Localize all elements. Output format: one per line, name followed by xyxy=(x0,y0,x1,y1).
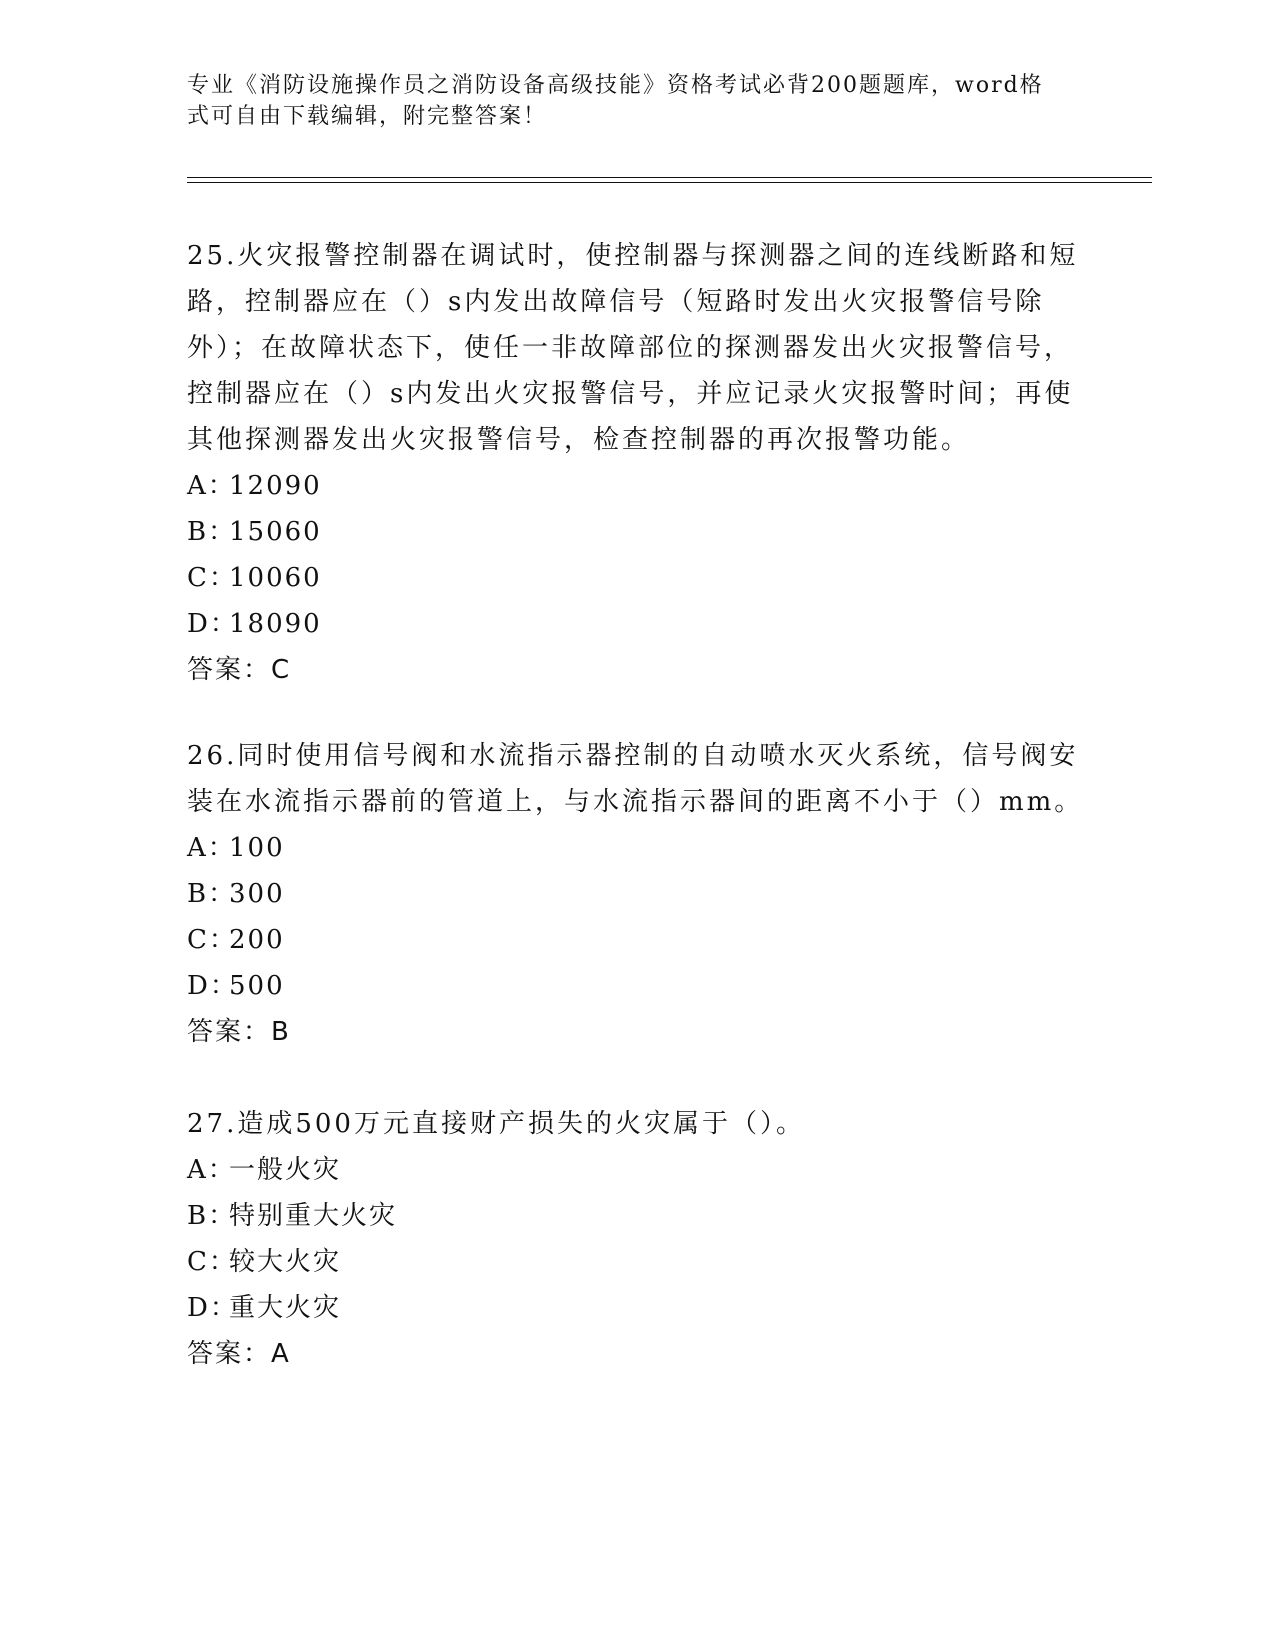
option-b xyxy=(187,509,1087,555)
question-26 xyxy=(187,733,1087,1055)
document-header: 专业《消防设施操作员之消防设备高级技能》资格考试必背200题题库，word格式可自由下载编辑，附完整答案！ xyxy=(187,73,1044,129)
option-key: D： xyxy=(187,1293,238,1323)
option-key: C： xyxy=(187,925,237,955)
option-key: A： xyxy=(187,1155,236,1185)
option-c xyxy=(187,1239,1087,1285)
option-key: D： xyxy=(187,609,238,639)
option-c xyxy=(187,917,1087,963)
answer: 答案：A xyxy=(187,1339,291,1369)
option-key: A： xyxy=(187,471,236,501)
option-key: C： xyxy=(187,1247,237,1277)
question-27 xyxy=(187,1101,1087,1377)
option-text: 18090 xyxy=(229,609,322,639)
option-text: 特别重大火灾 xyxy=(229,1201,398,1231)
header-divider-top xyxy=(187,177,1152,178)
option-text: 较大火灾 xyxy=(229,1247,342,1277)
option-d xyxy=(187,1285,1087,1331)
option-text: 12090 xyxy=(229,471,322,501)
option-text: 重大火灾 xyxy=(229,1293,342,1323)
option-b xyxy=(187,871,1087,917)
option-d xyxy=(187,601,1087,647)
question-stem: 26.同时使用信号阀和水流指示器控制的自动喷水灭火系统，信号阀安装在水流指示器前的管道上，与水流指示器间的距离不小于（）mm。 xyxy=(187,741,1084,817)
option-a xyxy=(187,825,1087,871)
question-stem: 27.造成500万元直接财产损失的火灾属于（）。 xyxy=(187,1109,805,1139)
answer: 答案：C xyxy=(187,655,292,685)
option-d xyxy=(187,963,1087,1009)
option-c xyxy=(187,555,1087,601)
option-text: 15060 xyxy=(229,517,322,547)
option-key: D： xyxy=(187,971,238,1001)
option-key: B： xyxy=(187,1201,237,1231)
question-25 xyxy=(187,233,1087,693)
option-b xyxy=(187,1193,1087,1239)
option-text: 300 xyxy=(229,879,285,909)
option-text: 一般火灾 xyxy=(229,1155,342,1185)
option-key: C： xyxy=(187,563,237,593)
option-key: B： xyxy=(187,517,237,547)
option-key: B： xyxy=(187,879,237,909)
option-key: A： xyxy=(187,833,236,863)
answer: 答案：B xyxy=(187,1017,291,1047)
question-stem: 25.火灾报警控制器在调试时，使控制器与探测器之间的连线断路和短路，控制器应在（）s内发出故障信号（短路时发出火灾报警信号除外）；在故障状态下，使任一非故障部位的探测器发出火灾报警信号，控制器应在（）s内发出火灾报警信号，并应记录火灾报警时间；再使其他探测器发出火灾报警信号，检查控制器的再次报警功能。 xyxy=(187,241,1079,455)
option-a xyxy=(187,1147,1087,1193)
header-divider-bottom xyxy=(187,182,1152,183)
option-text: 500 xyxy=(229,971,285,1001)
option-a xyxy=(187,463,1087,509)
option-text: 100 xyxy=(229,833,285,863)
option-text: 10060 xyxy=(229,563,322,593)
option-text: 200 xyxy=(229,925,285,955)
